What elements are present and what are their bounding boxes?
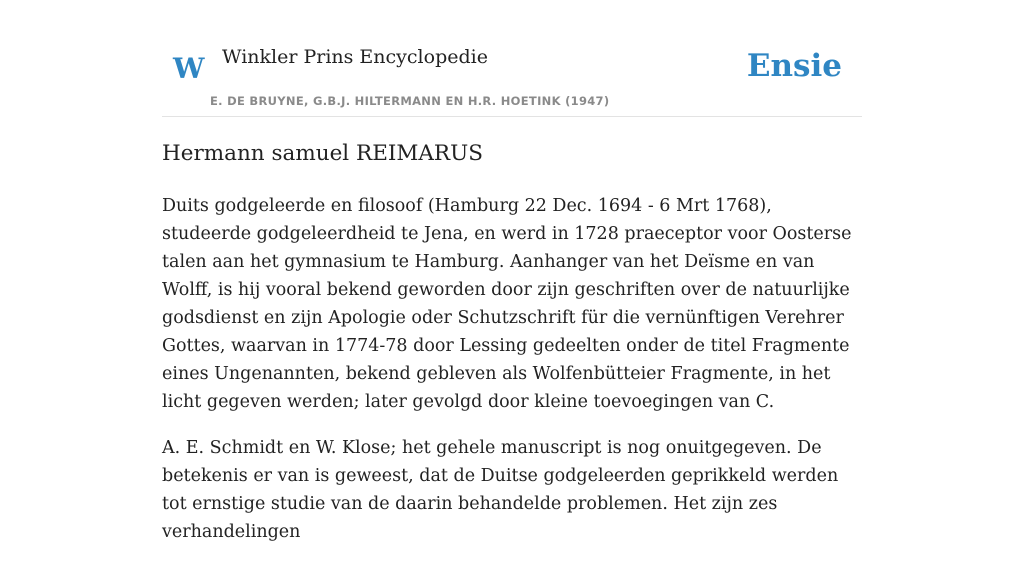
source-title[interactable]: Winkler Prins Encyclopedie: [222, 46, 488, 68]
article-title: Hermann samuel REIMARUS: [162, 141, 483, 166]
article-body: [162, 192, 862, 564]
source-logo[interactable]: W: [173, 52, 205, 85]
source-authors: E. DE BRUYNE, G.B.J. HILTERMANN EN H.R. HOETINK (1947): [210, 94, 610, 108]
source-header: [162, 30, 862, 117]
brand-logo[interactable]: Ensie: [746, 48, 842, 84]
article-paragraph: A. E. Schmidt en W. Klose; het gehele manuscript is nog onuitgegeven. De betekenis er van is geweest, dat de Duitse godgeleerden geprikkeld werden tot ernstige studie van de daarin behandelde problemen. Het zijn zes verhandelingen: [162, 438, 839, 542]
article-paragraph: Duits godgeleerde en filosoof (Hamburg 22 Dec. 1694 - 6 Mrt 1768), studeerde godgeleerdheid te Jena, en werd in 1728 praeceptor voor Oosterse talen aan het gymnasium te Hamburg. Aanhanger van het Deïsme en van Wolff, is hij vooral bekend geworden door zijn geschriften over de natuurlijke godsdienst en zijn Apologie oder Schutzschrift für die vernünftigen Verehrer Gottes, waarvan in 1774-78 door Lessing gedeelten onder de titel Fragmente eines Ungenannten, bekend gebleven als Wolfenbütteier Fragmente, in het licht gegeven werden; later gevolgd door kleine toevoegingen van C.: [162, 196, 852, 412]
